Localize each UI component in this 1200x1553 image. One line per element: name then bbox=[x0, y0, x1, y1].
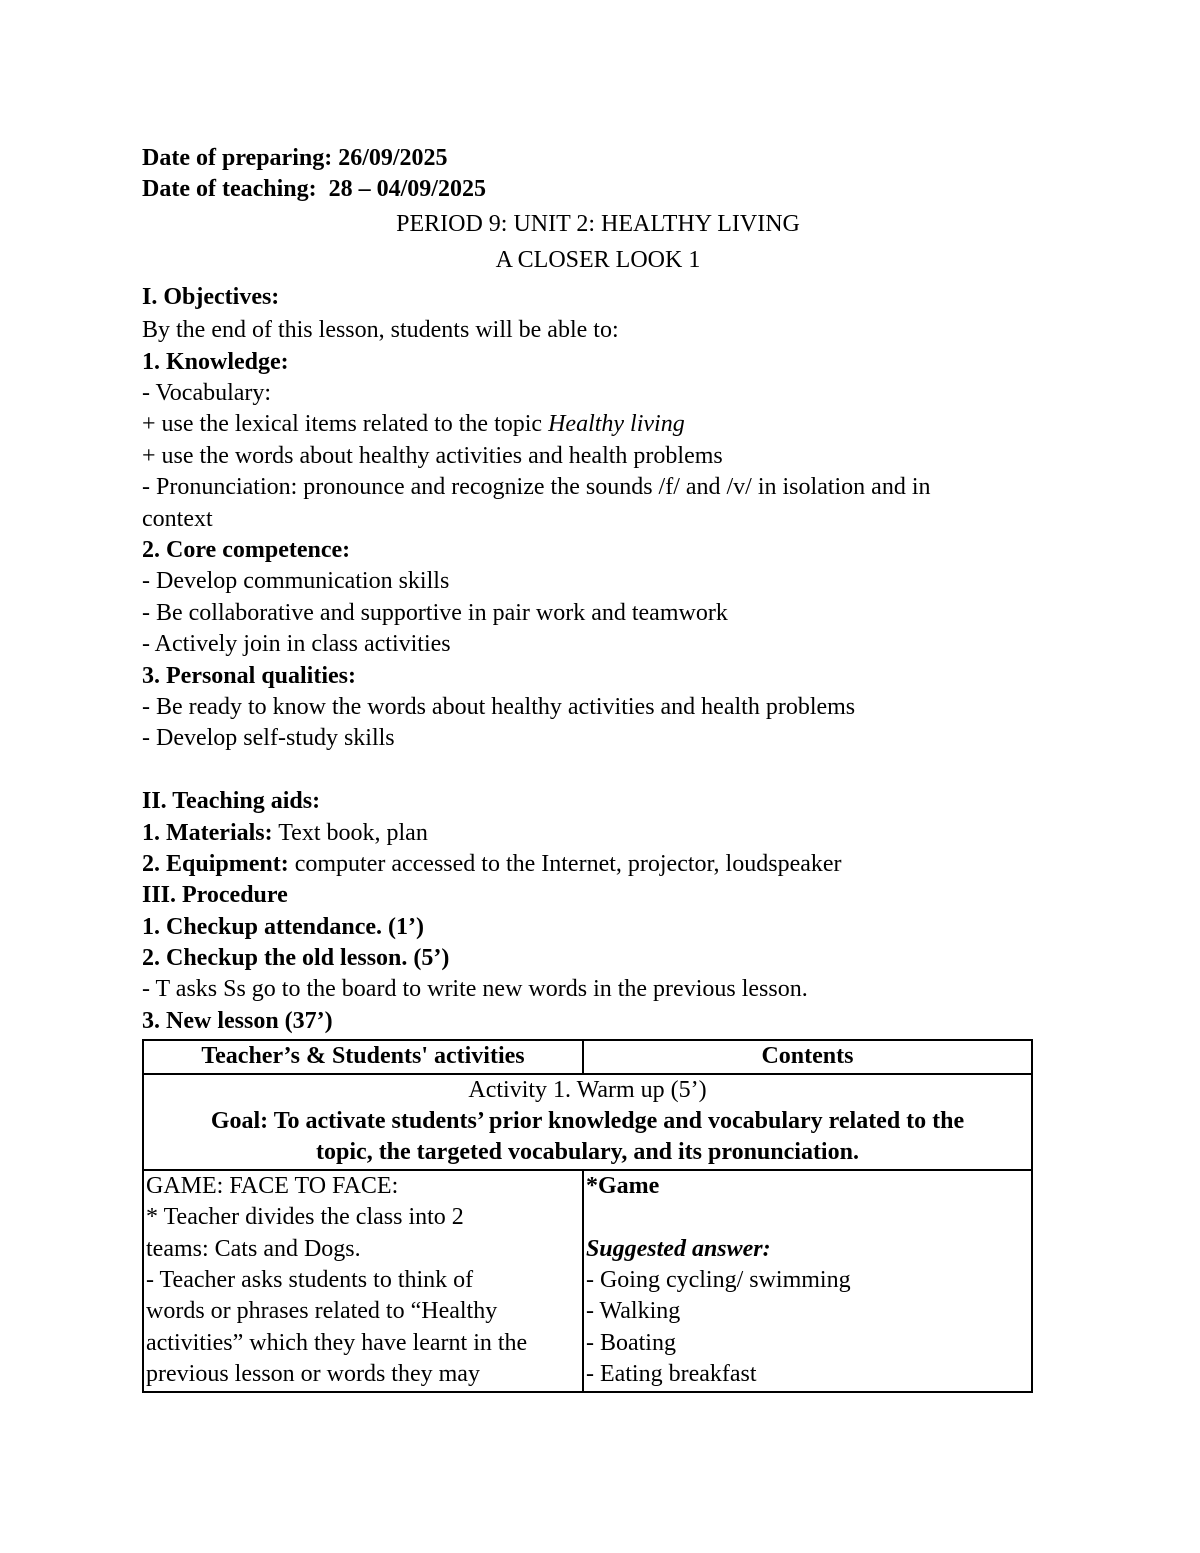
contents-cell bbox=[583, 1170, 1032, 1392]
table-header-contents: Contents bbox=[583, 1040, 1032, 1073]
personal-qualities-heading: 3. Personal qualities: bbox=[142, 662, 356, 689]
procedure-table bbox=[142, 1039, 1033, 1392]
suggested-answer-label: Suggested answer: bbox=[585, 1235, 771, 1262]
equipment-value: computer accessed to the Internet, projector, loudspeaker bbox=[288, 850, 842, 877]
checkup-old-lesson: 2. Checkup the old lesson. (5’) bbox=[142, 945, 450, 972]
activity-step: - Teacher asks students to think of bbox=[146, 1267, 474, 1294]
equipment-line bbox=[142, 849, 1054, 880]
activity-cell bbox=[143, 1074, 1032, 1170]
activity-row bbox=[143, 1074, 1032, 1170]
game-label: *Game bbox=[585, 1172, 660, 1199]
game-title: GAME: FACE TO FACE: bbox=[146, 1172, 399, 1199]
activity-goal: Goal: To activate students’ prior knowledge and vocabulary related to the bbox=[210, 1108, 965, 1135]
answer-item: - Eating breakfast bbox=[585, 1361, 757, 1388]
activity-step: words or phrases related to “Healthy bbox=[146, 1298, 498, 1325]
blank-line bbox=[142, 755, 1054, 786]
vocabulary-topic: Healthy living bbox=[548, 411, 685, 438]
personal-qualities-item: - Be ready to know the words about healthy activities and health problems bbox=[142, 693, 856, 720]
objectives-intro: By the end of this lesson, students will be able to: bbox=[142, 317, 619, 344]
vocabulary-item bbox=[142, 409, 1054, 440]
core-competence-item: - Actively join in class activities bbox=[142, 631, 451, 658]
answer-item: - Walking bbox=[585, 1298, 681, 1325]
date-teaching-value: 28 – 04/09/2025 bbox=[328, 176, 486, 203]
date-preparing-label: Date of preparing: bbox=[142, 145, 333, 171]
pronunciation-line: context bbox=[142, 505, 213, 532]
pronunciation-line: - Pronunciation: pronounce and recognize the sounds /f/ and /v/ in isolation and in bbox=[142, 474, 931, 501]
activity-step: * Teacher divides the class into 2 bbox=[146, 1204, 464, 1231]
core-competence-item: - Be collaborative and supportive in pair work and teamwork bbox=[142, 599, 728, 626]
checkup-old-detail: - T asks Ss go to the board to write new words in the previous lesson. bbox=[142, 976, 808, 1003]
title-period: PERIOD 9: UNIT 2: HEALTHY LIVING bbox=[396, 210, 800, 237]
activity-step: activities” which they have learnt in the bbox=[146, 1329, 528, 1356]
materials-line bbox=[142, 818, 1054, 849]
equipment-label: 2. Equipment: bbox=[142, 850, 289, 877]
vocabulary-item: + use the words about healthy activities and health problems bbox=[142, 442, 723, 469]
teacher-activities-cell bbox=[143, 1170, 583, 1392]
vocabulary-label: - Vocabulary: bbox=[142, 380, 272, 407]
activity-title: Activity 1. Warm up (5’) bbox=[468, 1076, 707, 1103]
new-lesson-heading: 3. New lesson (37’) bbox=[142, 1007, 333, 1034]
date-teaching-label: Date of teaching: bbox=[142, 176, 317, 203]
core-competence-heading: 2. Core competence: bbox=[142, 537, 351, 564]
core-competence-item: - Develop communication skills bbox=[142, 568, 450, 595]
date-of-preparing bbox=[142, 143, 1054, 174]
procedure-heading: III. Procedure bbox=[142, 882, 288, 909]
checkup-attendance: 1. Checkup attendance. (1’) bbox=[142, 913, 424, 940]
activity-step: teams: Cats and Dogs. bbox=[146, 1235, 361, 1262]
date-of-teaching bbox=[142, 174, 1054, 205]
objectives-heading: I. Objectives: bbox=[142, 283, 280, 310]
teaching-aids-heading: II. Teaching aids: bbox=[142, 788, 321, 815]
table-header-row bbox=[143, 1040, 1032, 1073]
activity-step: previous lesson or words they may bbox=[146, 1361, 480, 1388]
knowledge-heading: 1. Knowledge: bbox=[142, 348, 289, 375]
answer-item: - Going cycling/ swimming bbox=[585, 1267, 851, 1294]
table-row bbox=[143, 1170, 1032, 1392]
personal-qualities-item: - Develop self-study skills bbox=[142, 725, 395, 752]
vocabulary-item-text: + use the lexical items related to the topic bbox=[142, 411, 549, 438]
title-lesson: A CLOSER LOOK 1 bbox=[495, 247, 701, 274]
date-preparing-value: 26/09/2025 bbox=[338, 145, 448, 171]
materials-label: 1. Materials: bbox=[142, 819, 273, 846]
activity-goal: topic, the targeted vocabulary, and its pronunciation. bbox=[316, 1139, 859, 1166]
blank-line bbox=[586, 1202, 1029, 1233]
lesson-plan bbox=[142, 143, 1054, 1393]
materials-value: Text book, plan bbox=[272, 819, 428, 846]
answer-item: - Boating bbox=[585, 1329, 676, 1356]
table-header-activities: Teacher’s & Students' activities bbox=[143, 1040, 583, 1073]
